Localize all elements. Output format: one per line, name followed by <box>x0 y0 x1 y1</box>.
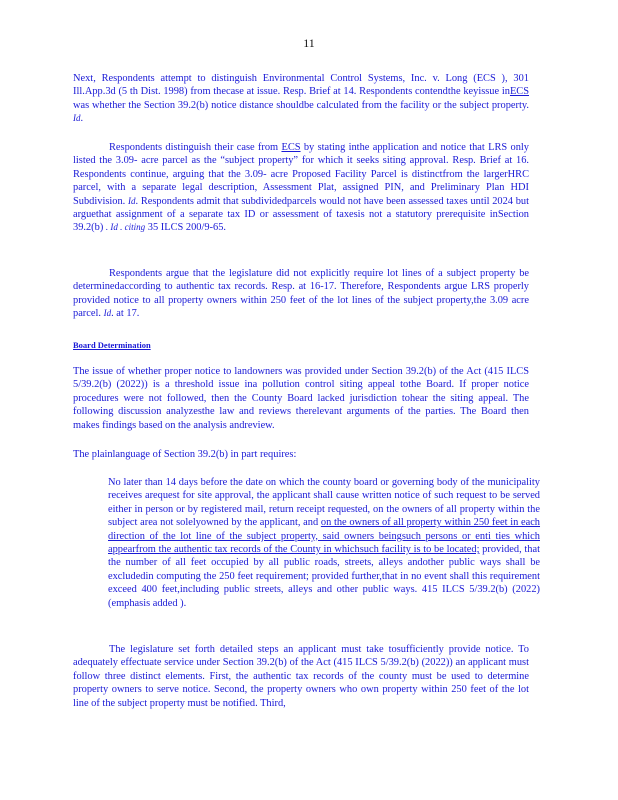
page-number: 11 <box>303 36 315 50</box>
p1-id-citation: Id <box>73 113 81 124</box>
paragraph-ecs-distinction <box>73 72 529 126</box>
paragraph-threshold-issue: The issue of whether proper notice to landowners was provided under Section 39.2(b) of the Act (415 ILCS 5/39.2(b) (2022)) is a threshold issue ina pollution control siting appeal tothe Board. If proper notice procedures were not followed, then the County Board lacked jurisdiction tohear the siting appeal. The following discussion analyzesthe law and reviews therelevant arguments of the parties. The Board then makes findings based on the analysis andreview. <box>73 366 529 431</box>
paragraph-respondents-distinguish <box>73 141 529 235</box>
p1-text-b: was whether the Section 39.2(b) notice distance shouldbe calculated from the facility or the subject property. <box>73 99 529 111</box>
quote-text-b: provided, that the number of all feet occupied by all public roads, streets, alleys andother public ways shall be excludedin computing the 250 feet requirement; provided further,that in no event shall this requirement exceed 400 feet,including public streets, alleys and other public ways. 415 ILCS 5/39.2(b) (2022) (emphasis added ). <box>108 544 541 609</box>
paragraph-legislature-argument <box>73 267 529 321</box>
paragraph-detailed-steps: The legislature set forth detailed steps an applicant must take tosufficiently provide notice. To adequately effectuate service under Section 39.2(b) of the Act (415 ILCS 5/39.2(b) (2022)) an applicant must follow three distinct elements. First, the authentic tax records of the county must be used to determine property owners to serve notice. Second, the property owners who own property within 250 feet of the lot line of the subject property must be notified. Third, <box>73 644 529 709</box>
p1-case-ecs: ECS <box>509 86 529 98</box>
quote-emphasized-text: on the owners of all property within 250 feet in each direction of the lot line of the subject property, said owners beingsuch persons or enti ties which appearfrom the authentic tax records of the County in whichsuch facility is to be located; <box>108 517 541 556</box>
p2-case-ecs: ECS <box>281 142 301 153</box>
p3-text-c: . at 17. <box>111 308 140 320</box>
block-quote-section-39-2b <box>108 476 540 610</box>
section-heading-board-determination: Board Determination <box>73 340 151 350</box>
p1-text-a: Next, Respondents attempt to distinguish Environmental Control Systems, Inc. v. Long (ECS ), 301 Ill.App.3d (5 th Dist. 1998) from thecase at issue. Resp. Brief at 14. Respondents contendthe keyissue in <box>73 73 529 98</box>
p2-text-d: 35 ILCS 200/9-65. <box>145 222 226 234</box>
paragraph-plain-language: The plainlanguage of Section 39.2(b) in part requires: <box>73 449 297 460</box>
p2-id-citing: . Id . citing <box>105 222 146 233</box>
p2-text-a: Respondents distinguish their case from <box>109 142 279 153</box>
quote-text-a: No later than 14 days before the date on which the county board or governing body of the municipality receives arequest for site approval, the applicant shall cause written notice of such request to be served either in person or by registered mail, return receipt requested, on the owners of all property within the subject area not solelyowned by the applicant, and <box>108 477 540 529</box>
p3-text-a: Respondents argue that the legislature did not explicitly require lot lines of a subject property be determinedaccording to authentic tax records. Resp. at 16-17. Therefore, Respondents argue LRS properly provided notice to all property owners within 250 feet of the lot lines of the subject property,the 3.09 acre parcel. <box>73 268 529 320</box>
p2-text-c: . Respondents admit that subdividedparcels would not have been assessed taxes until 2024 but arguethat assignment of a separate tax ID or assessment of taxesis not a statutory prerequisite inSection 39.2(b) <box>73 195 529 234</box>
p3-id-citation: Id <box>103 308 112 319</box>
p1-text-c: . <box>80 113 84 125</box>
p2-id-citation: Id <box>128 195 136 206</box>
p2-text-b: by stating inthe application and notice that LRS only listed the 3.09- acre parcel as the “subject property” for which it seeks siting approval. Resp. Brief at 16. Respondents continue, arguing that the 3.09- acre Proposed Facility Parcel is distinctfrom the largerHRC parcel, with a separate legal description, Assessment Plat, assigned PIN, and Preliminary Plan HDI Subdivision. <box>73 142 529 207</box>
